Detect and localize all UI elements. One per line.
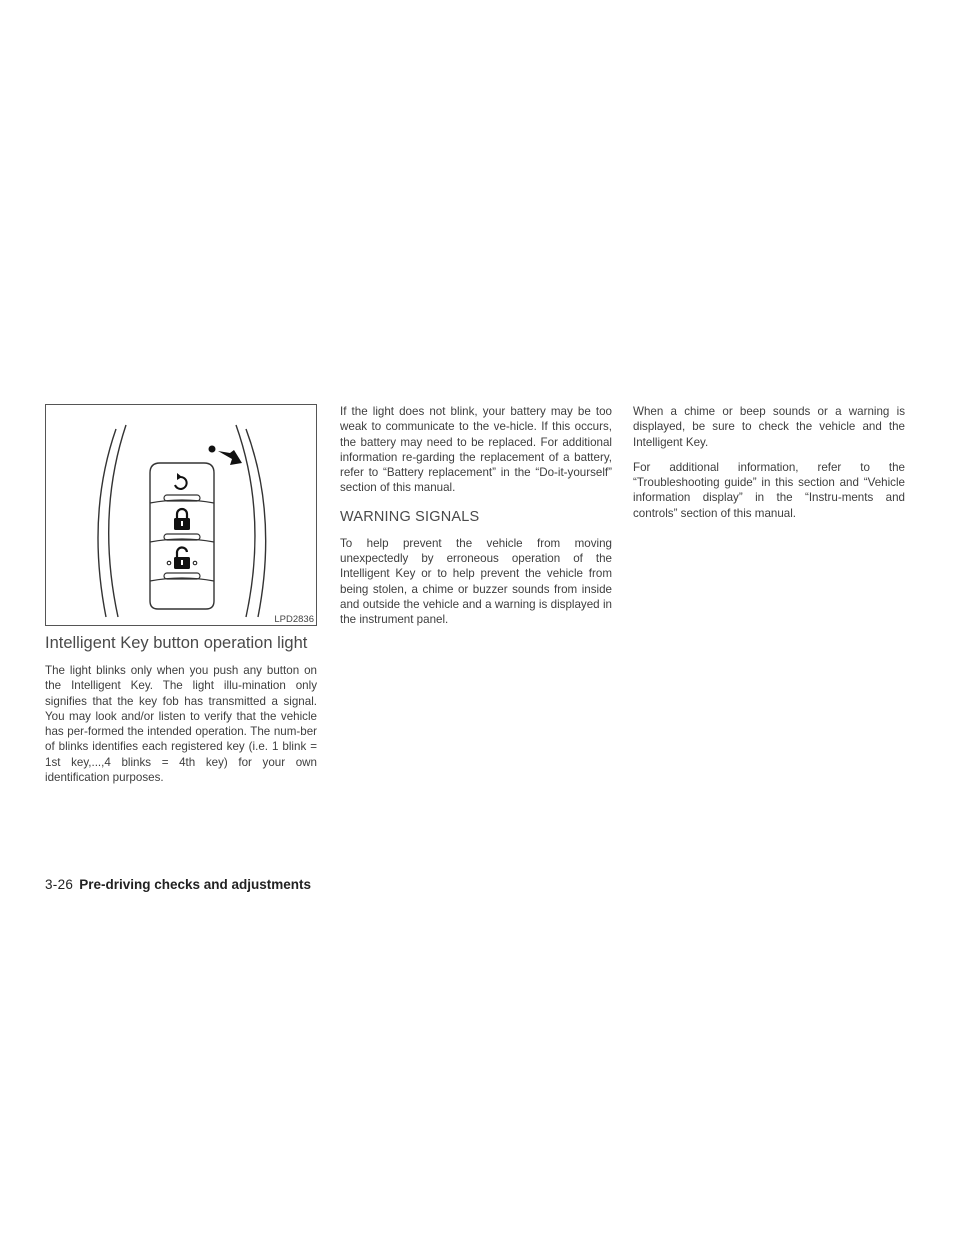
page-footer	[45, 877, 311, 892]
figure-label: LPD2836	[274, 613, 314, 625]
section-heading-warning-signals: WARNING SIGNALS	[340, 508, 480, 525]
intelligent-key-illustration	[46, 405, 318, 627]
pointer-arrow-icon	[218, 450, 242, 465]
column-1	[45, 404, 317, 785]
section-heading-key-light: Intelligent Key button operation light	[45, 634, 308, 652]
key-light-paragraph: The light blinks only when you push any button on the Intelligent Key. The light illu-mination only signifies that the key fob has transmitted a signal. You may look and/or listen to verify that the vehicle has per-formed the intended operation. The num-ber of blinks identifies each registered key (i.e. 1 blink = 1st key,...,4 blinks = 4th key) for your own identification purposes.	[45, 664, 317, 785]
column-3	[633, 404, 905, 521]
battery-paragraph: If the light does not blink, your battery may be too weak to communicate to the ve-hicle. If this occurs, the battery may need to be replaced. For additional information re-garding the replacement of a battery, refer to “Battery replacement” in the “Do-it-yourself” section of this manual.	[340, 405, 612, 495]
indicator-light	[209, 446, 216, 453]
section-title: Pre-driving checks and adjustments	[79, 877, 312, 892]
column-2	[340, 404, 612, 628]
warning-paragraph: To help prevent the vehicle from moving unexpectedly by erroneous operation of the Intelligent Key or to help prevent the vehicle from being stolen, a chime or buzzer sounds from inside and outside the vehicle and a warning is displayed in the instrument panel.	[340, 536, 612, 627]
intelligent-key-figure	[45, 404, 317, 626]
page-number: 3-26	[45, 877, 74, 892]
additional-info-paragraph: For additional information, refer to the “Troubleshooting guide” in this section and “Vehicle information display” in the “Instru-ments and controls” section of this manual.	[633, 460, 905, 520]
chime-paragraph: When a chime or beep sounds or a warning is displayed, be sure to check the vehicle and the Intelligent Key.	[633, 405, 905, 449]
